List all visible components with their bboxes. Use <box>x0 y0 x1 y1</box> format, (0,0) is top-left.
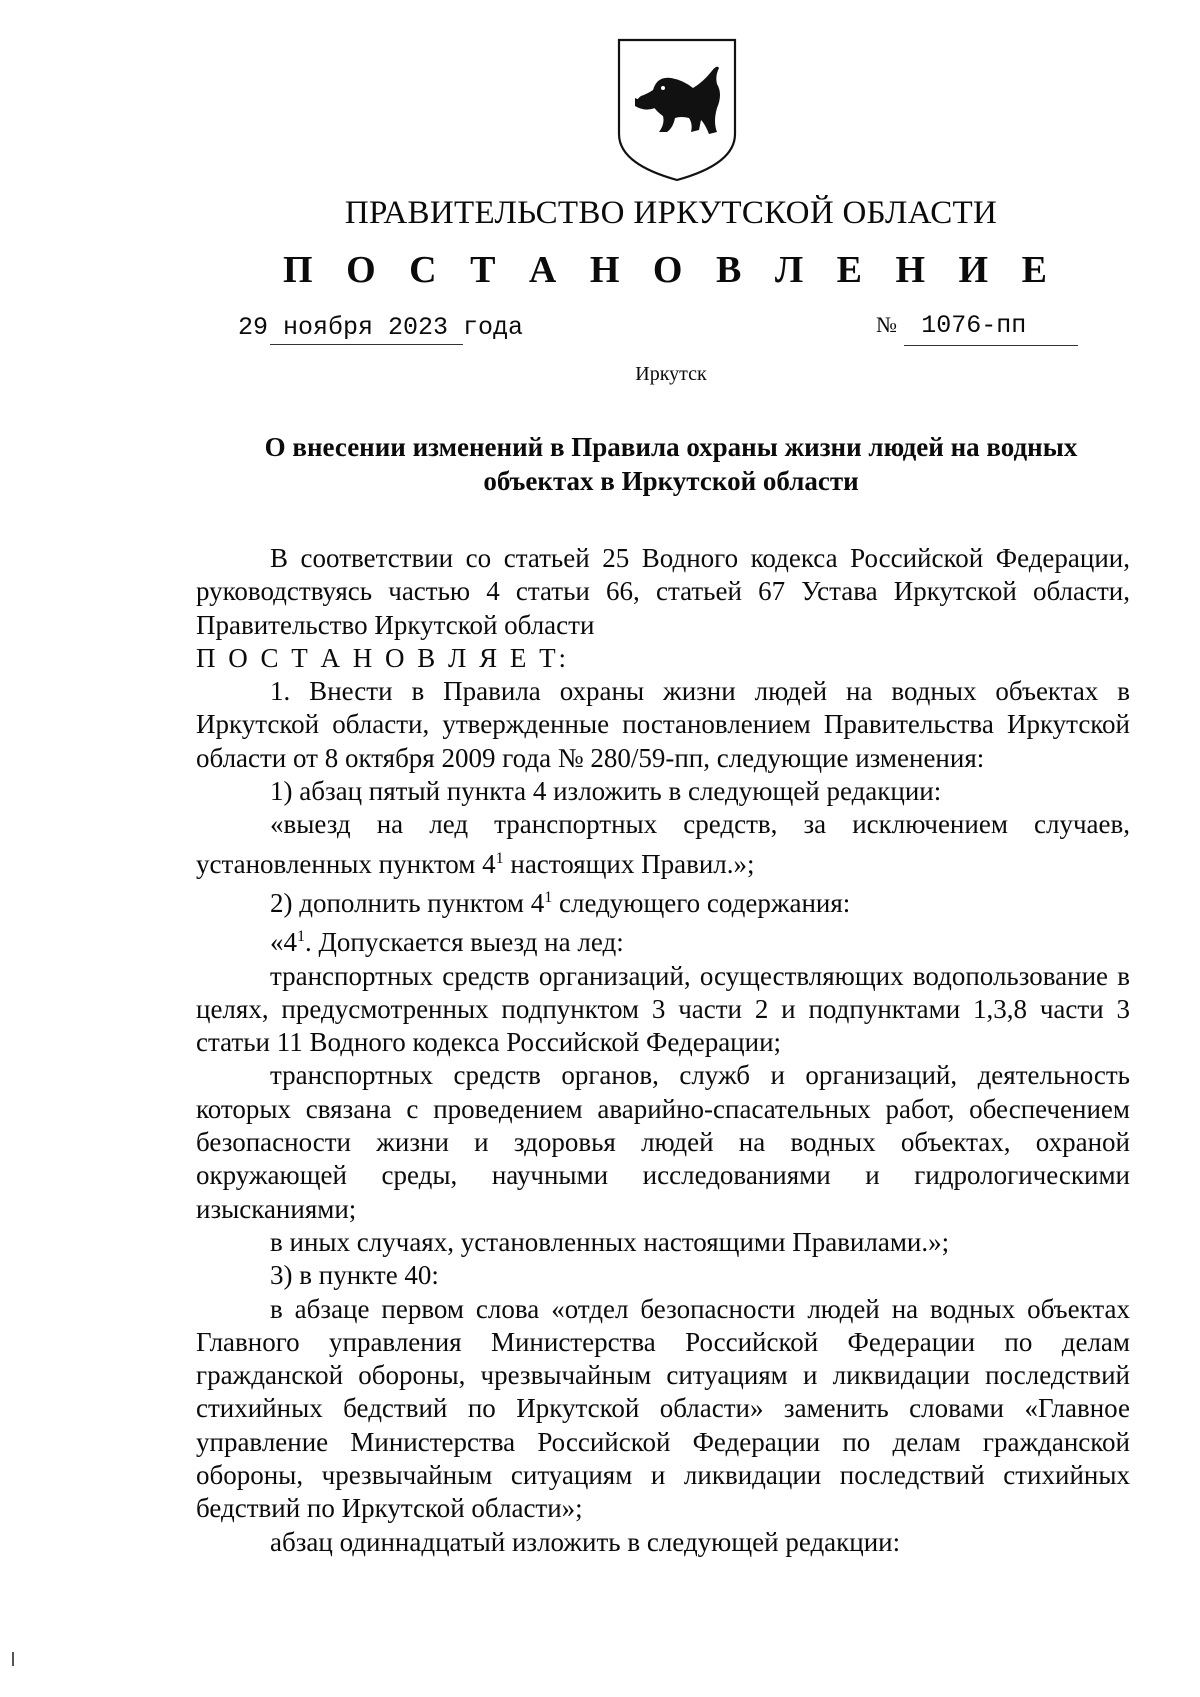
city: Иркутск <box>635 363 707 385</box>
number-underline <box>904 345 1078 346</box>
document-number <box>876 311 1026 340</box>
transport-paragraph-1: транспортных средств организаций, осуществляющих водопользование в целях, предусмотренных подпунктом 3 части 2 и подпунктами 1,3,8 части 3 статьи 11 Водного кодекса Российской Федерации; <box>196 960 1130 1058</box>
coat-of-arms-emblem <box>613 36 741 184</box>
date-underline <box>270 344 463 345</box>
transport-paragraph-2: транспортных средств органов, служб и организаций, деятельность которых связана с проведением аварийно-спасательных работ, обеспечением безопасности жизни и здоровья людей на водных объектах, охраной окружающей среды, научными исследованиями и гидрологическими изысканиями; <box>196 1060 1130 1224</box>
item-1: 1. Внести в Правила охраны жизни людей на водных объектах в Иркутской области, утвержденные постановлением Правительства Иркутской области от 8 октября 2009 года № 280/59-пп, следующие изменения: <box>196 676 1130 773</box>
document-title <box>200 430 1142 498</box>
scan-margin-mark <box>12 1652 14 1666</box>
government-name: ПРАВИТЕЛЬСТВО ИРКУТСКОЙ ОБЛАСТИ <box>344 195 998 231</box>
subitem-1: 1) абзац пятый пункта 4 изложить в следующей редакции: <box>270 776 942 807</box>
number-text: 1076-пп <box>921 311 1027 340</box>
intro-paragraph: В соответствии со статьей 25 Водного кодекса Российской Федерации, руководствуясь частью 4 статьи 66, статьей 67 Устава Иркутской области, Правительство Иркутской области <box>196 543 1130 640</box>
document-date <box>238 313 523 342</box>
point-4-1: «$4^1$. Допускается выезд на лед: <box>270 927 624 958</box>
document-type: П О С Т А Н О В Л Е Н И Е <box>283 249 1059 291</box>
quote-1: «выезд на лед транспортных средств, за исключением случаев, установленных пунктом $4^1$ настоящих Правил.»; <box>196 809 1130 879</box>
first-paragraph-change: в абзаце первом слова «отдел безопасности людей на водных объектах Главного управления Министерства Российской Федерации по делам гражданской обороны, чрезвычайным ситуациям и ликвидации последствий стихийных бедствий по Иркутской области» заменить словами «Главное управление Министерства Российской Федерации по делам гражданской обороны, чрезвычайным ситуациям и ликвидации последствий стихийных бедствий по Иркутской области»; <box>196 1293 1130 1524</box>
subitem-3: 3) в пункте 40: <box>270 1260 439 1291</box>
subitem-2: 2) дополнить пунктом $4^1$ следующего содержания: <box>270 887 851 918</box>
title-line-1: О внесении изменений в Правила охраны жизни людей на водных <box>264 432 1078 462</box>
title-line-2: объектах в Иркутской области <box>483 466 859 496</box>
date-text: 29 ноября 2023 года <box>238 313 524 342</box>
number-sign: № <box>876 312 897 337</box>
eleventh-paragraph-change: абзац одиннадцатый изложить в следующей редакции: <box>270 1526 901 1557</box>
other-cases-paragraph: в иных случаях, установленных настоящими Правилами.»; <box>270 1226 950 1257</box>
decree-word: П О С Т А Н О В Л Я Е Т: <box>196 642 570 673</box>
document-body <box>196 542 1130 1559</box>
